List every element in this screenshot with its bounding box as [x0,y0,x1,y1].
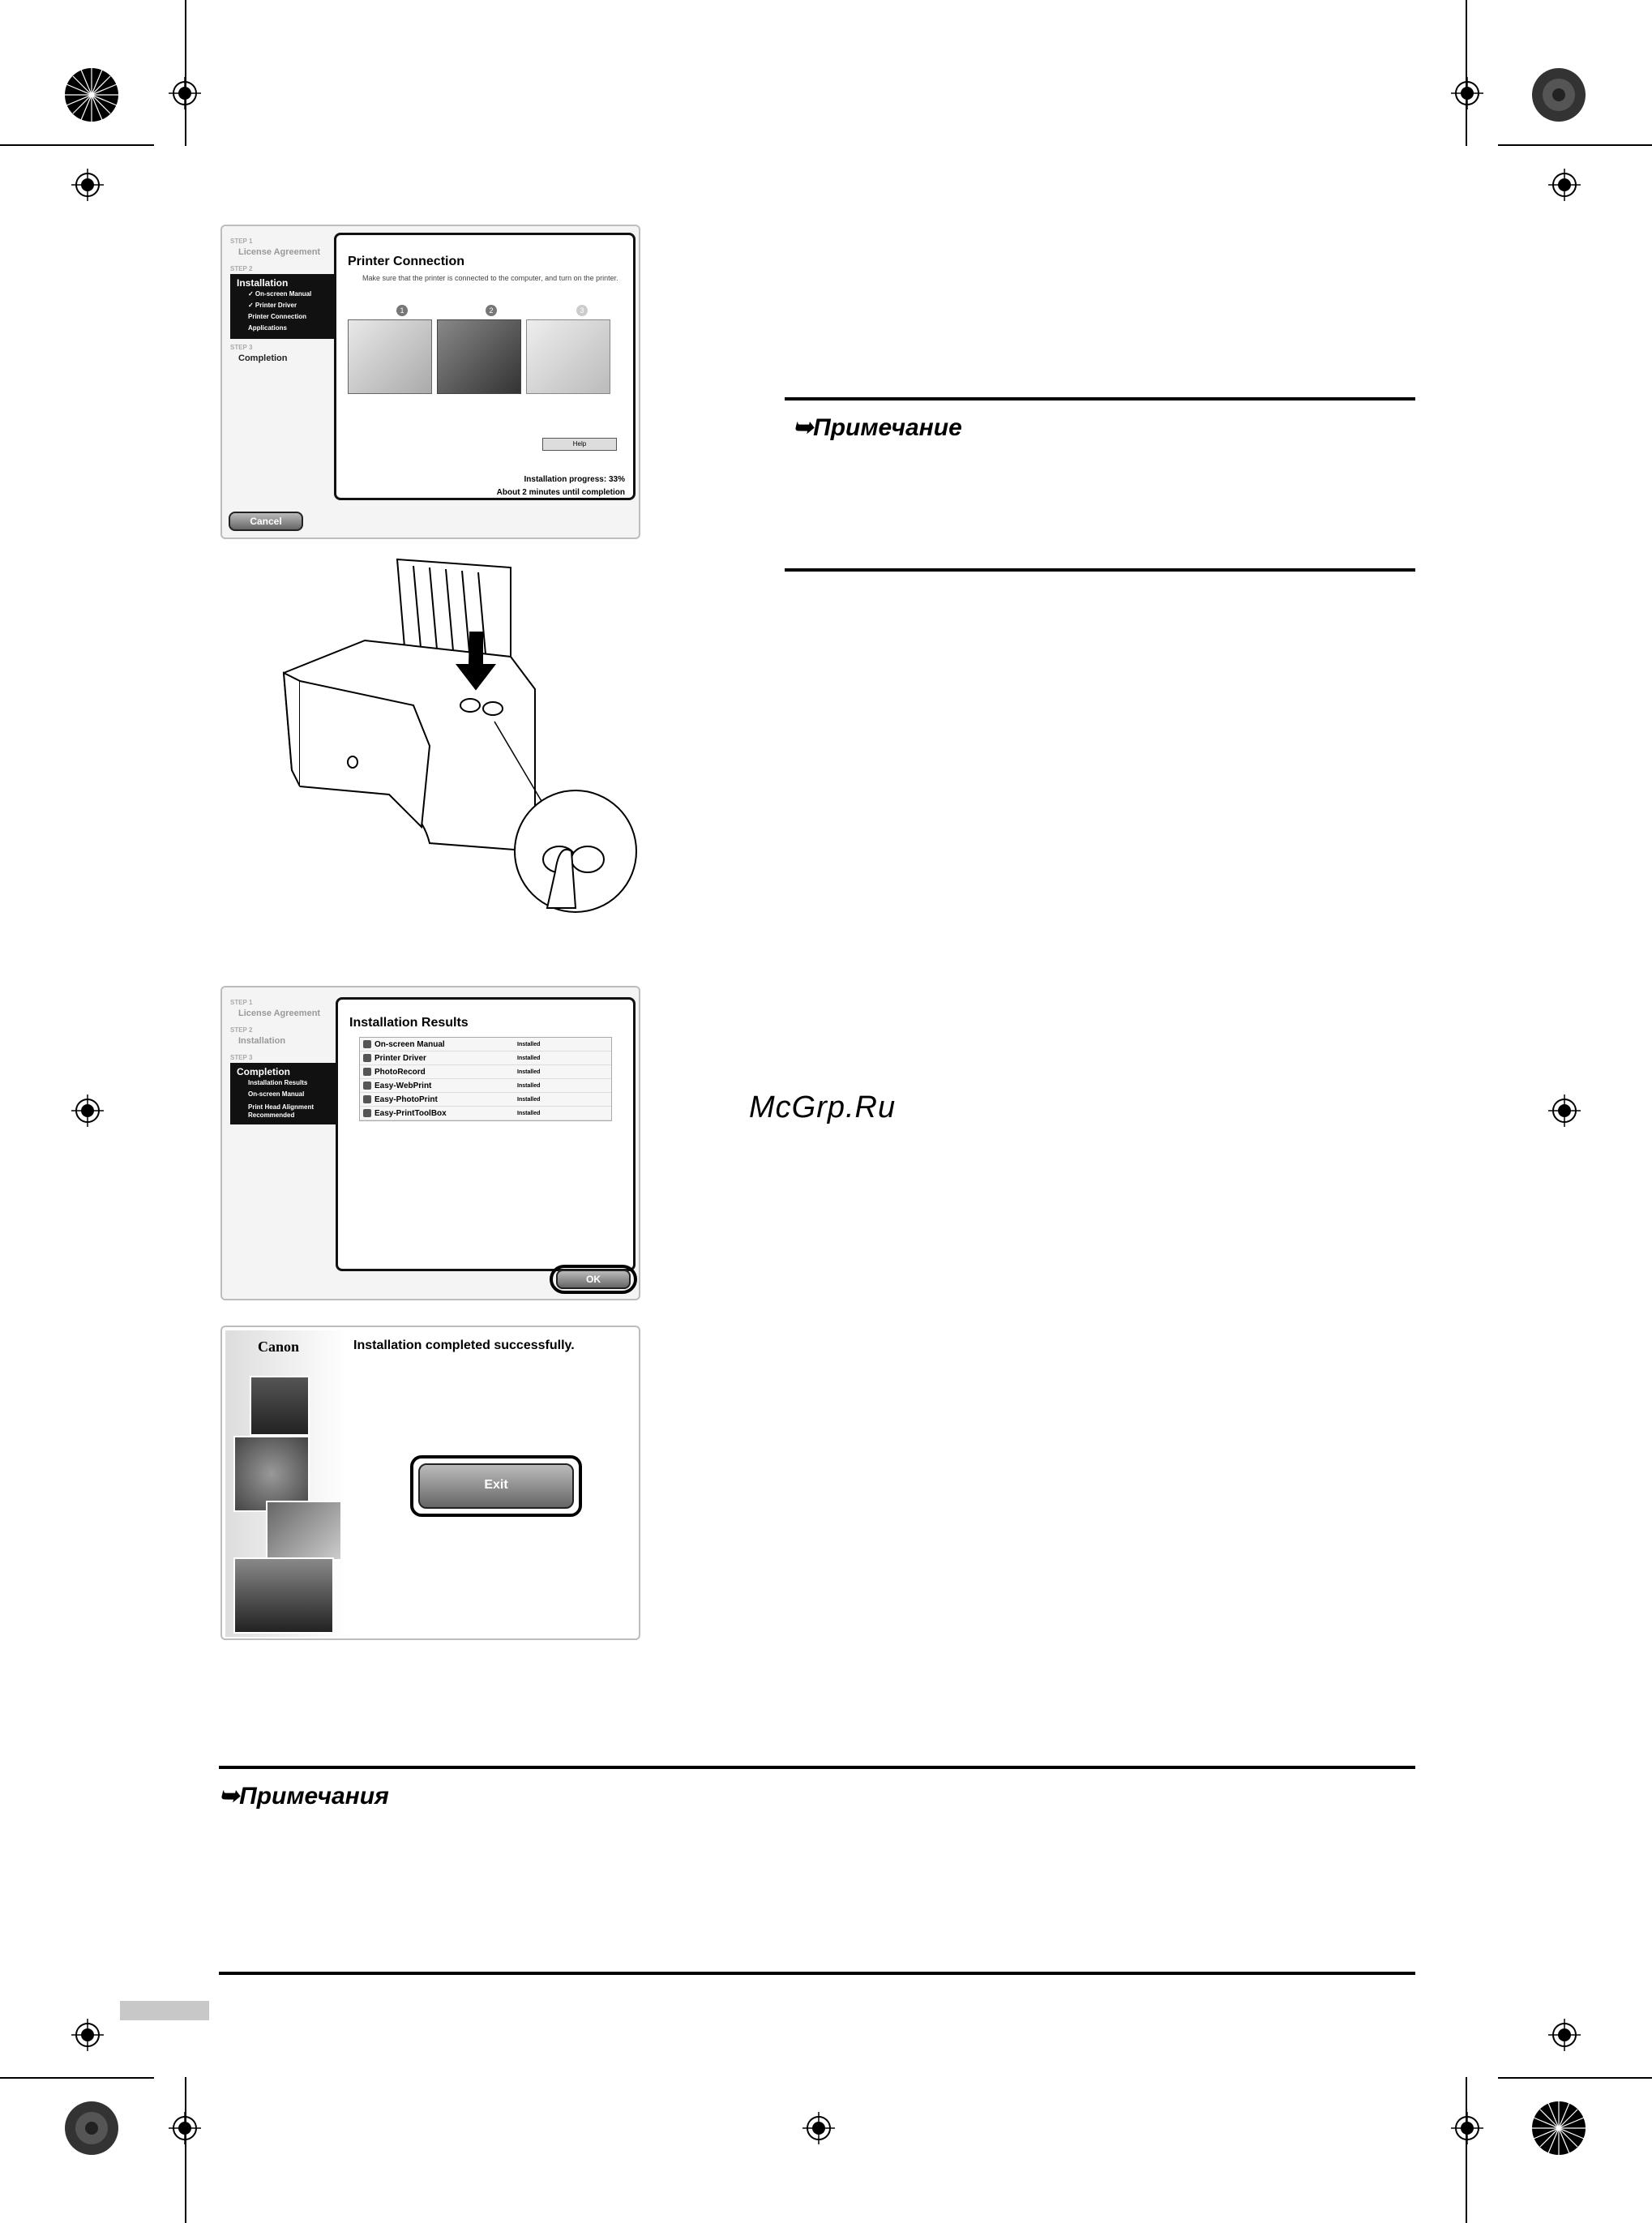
registration-mark-icon [71,2019,104,2051]
installation-results-window [220,986,640,1300]
list-item: Printer Driver Installed [360,1052,611,1065]
photorecord-icon [363,1068,371,1076]
window-title: Installation Results [349,1016,469,1030]
registration-mark-icon [1548,1094,1581,1127]
list-item: Easy-WebPrint Installed [360,1079,611,1093]
usb-cable-image [348,319,432,394]
exit-button[interactable]: Exit [418,1463,574,1509]
notes-bottom-rule [219,1972,1415,1975]
step-license: License Agreement [238,247,321,257]
photo-collage [225,1330,347,1637]
color-star-target-icon [1530,66,1587,123]
power-on-image [526,319,610,394]
help-button[interactable]: Help [542,438,617,451]
step-sidebar: STEP 1 License Agreement STEP 2 Installation STEP 3 Completion Installation Results On-screen Manual Print Head Alignment Recommended [230,994,344,1129]
toolbox-icon [363,1109,371,1117]
main-panel [336,997,636,1271]
step-sidebar: STEP 1 License Agreement STEP 2 Installation ✓ On-screen Manual ✓ Printer Driver Printer Connection Applications STEP 3 Completion [230,233,344,371]
connect-printer-image [437,319,521,394]
web-print-icon [363,1082,371,1090]
registration-mark-icon [1548,2019,1581,2051]
remaining-time-text: About 2 minutes until completion [496,488,625,497]
list-item: Easy-PhotoPrint Installed [360,1093,611,1107]
registration-mark-icon [1451,77,1483,109]
window-title: Printer Connection [348,255,465,268]
printer-power-illustration [267,551,640,924]
list-item: On-screen Manual Installed [360,1038,611,1052]
note-bottom-rule [785,568,1415,572]
ok-button[interactable]: OK [556,1270,631,1289]
list-item: PhotoRecord Installed [360,1065,611,1079]
progress-text: Installation progress: 33% [524,475,625,484]
list-item: Easy-PrintToolBox Installed [360,1107,611,1120]
connection-illustration: 1 2 3 [348,305,623,394]
step-installation-active: Installation ✓ On-screen Manual ✓ Printer Driver Printer Connection Applications [230,274,347,339]
notes-top-rule [219,1766,1415,1769]
canon-logo: Canon [258,1339,300,1355]
arrow-note-icon: ➥ [793,414,814,441]
page-tab [120,2001,209,2020]
cancel-button[interactable]: Cancel [229,512,303,531]
registration-mark-icon [802,2112,835,2144]
printer-connection-window [220,225,640,539]
color-star-target-icon [63,2100,120,2157]
registration-mark-icon [71,1094,104,1127]
color-star-target-icon [63,66,120,123]
main-panel [334,233,636,500]
results-list [359,1037,612,1121]
registration-mark-icon [1451,2112,1483,2144]
color-star-target-icon [1530,2100,1587,2157]
manual-icon [363,1040,371,1048]
completion-window [220,1326,640,1640]
notes-heading: ➥Примечания [219,1783,389,1810]
note-heading: ➥Примечание [793,414,962,441]
printer-icon [363,1054,371,1062]
registration-mark-icon [1548,169,1581,201]
watermark: McGrp.Ru [749,1090,897,1124]
step-completion-active: Completion Installation Results On-screen Manual Print Head Alignment Recommended [230,1063,347,1124]
completion-message: Installation completed successfully. [353,1339,575,1352]
step-completion: Completion [238,353,288,363]
instruction-text: Make sure that the printer is connected to the computer, and turn on the printer. [362,274,618,282]
registration-mark-icon [71,169,104,201]
arrow-note-icon: ➥ [219,1783,240,1810]
photo-print-icon [363,1095,371,1103]
note-top-rule [785,397,1415,400]
